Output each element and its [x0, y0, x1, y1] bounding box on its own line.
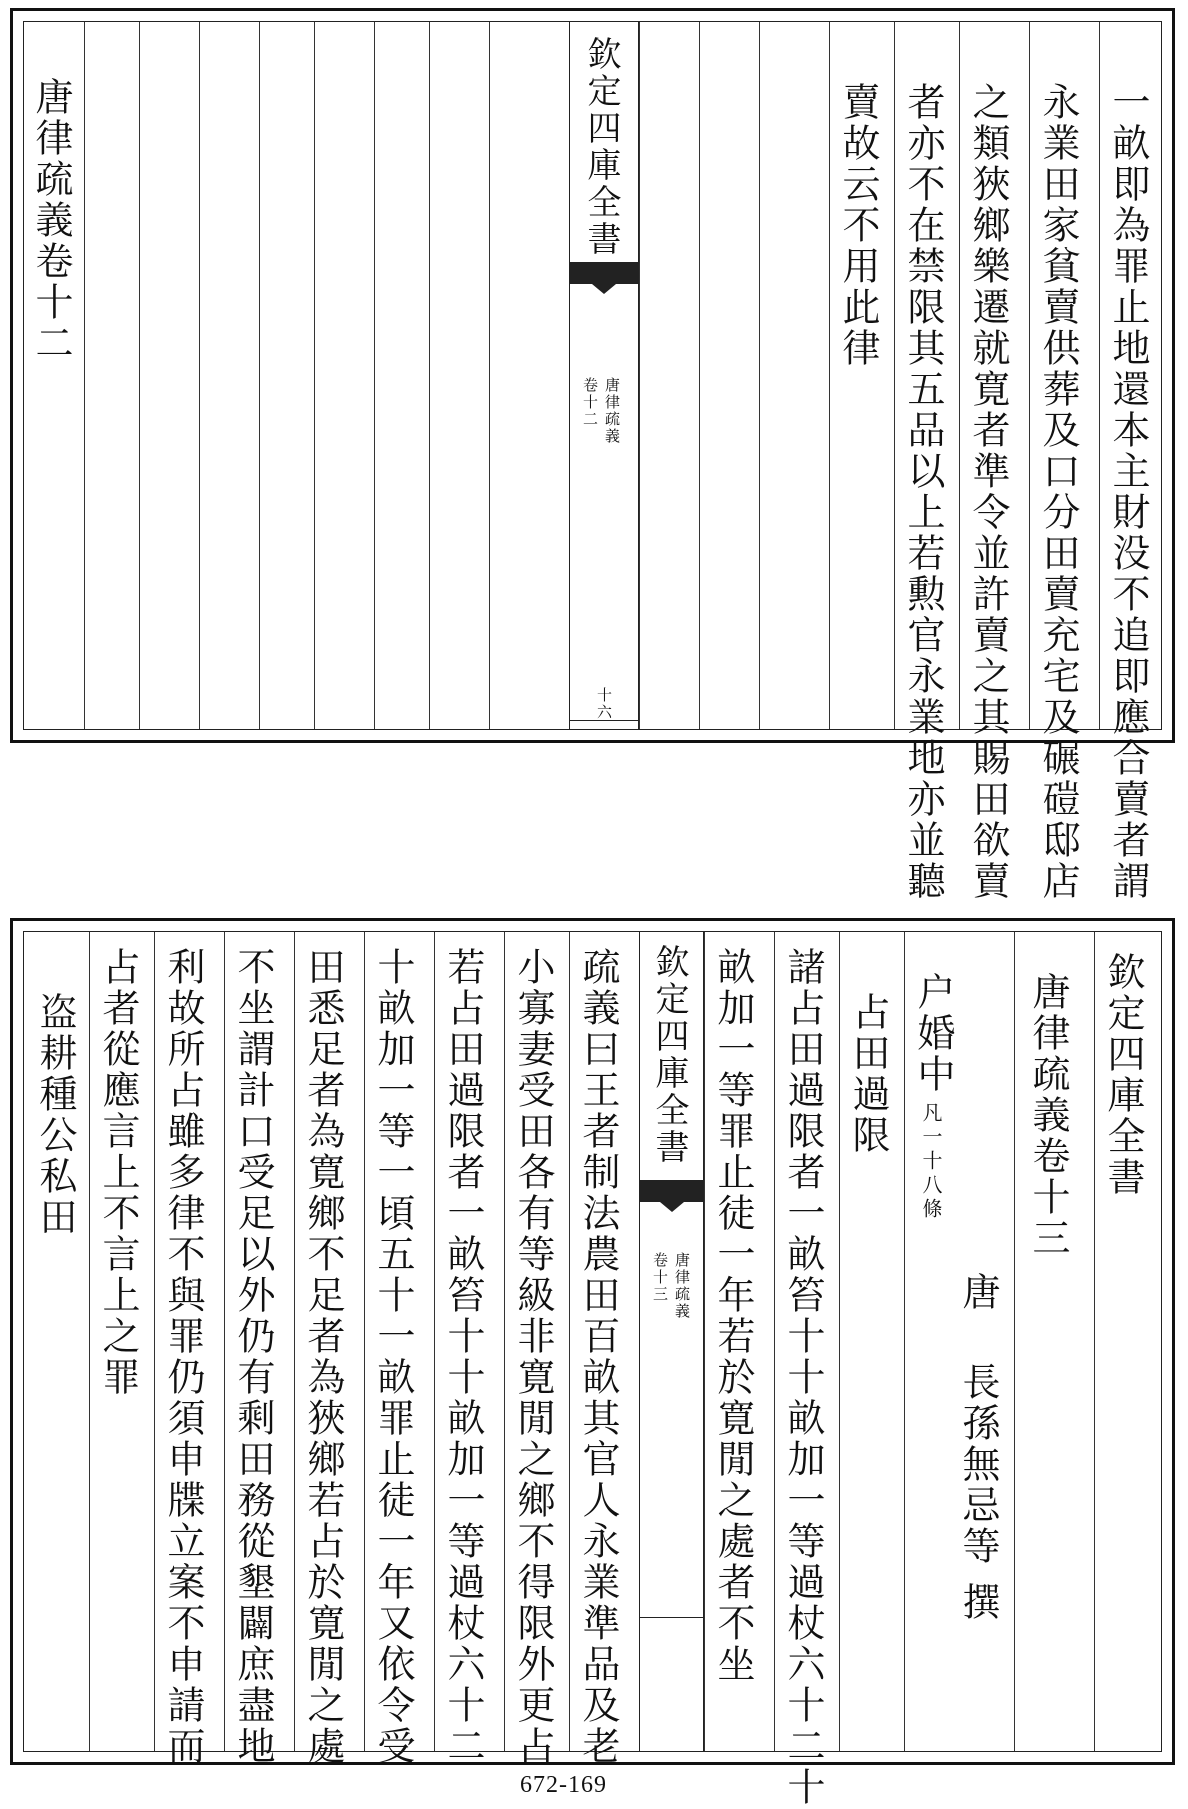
top-page-frame — [23, 21, 1162, 902]
top-text-column-5: 賣故云不用此律 — [836, 82, 880, 369]
bottom-left-column-5: 不坐謂計口受足以外仍有剩田務從墾闢庶盡地 — [231, 947, 275, 1767]
author-name: 長孫無忌等 — [956, 1362, 1000, 1567]
page-number: 672-169 — [520, 1772, 607, 1798]
bottom-left-column-2: 若占田過限者一畝笞十十畝加一等過杖六十二 — [441, 947, 485, 1767]
bottom-center-strip — [639, 932, 704, 1751]
bottom-fishtail-mark — [640, 1180, 703, 1202]
top-center-title: 欽定四庫全書 — [581, 36, 621, 258]
top-fishtail-mark — [570, 262, 638, 284]
bottom-left-column-7: 占者從應言上不言上之罪 — [96, 947, 140, 1398]
top-center-strip — [569, 22, 639, 729]
bottom-left-column-6: 利故所占雖多律不與罪仍須申牒立案不申請而 — [161, 947, 205, 1767]
bottom-center-title: 欽定四庫全書 — [649, 944, 689, 1166]
bottom-center-book: 唐律疏義 — [673, 1252, 691, 1320]
bottom-right-column-1: 諸占田過限者一畝笞十十畝加一等過杖六十二十 — [781, 947, 825, 1808]
bottom-book-title: 唐律疏義卷十三 — [1026, 972, 1070, 1259]
top-text-column-2: 永業田家貧賣供葬及口分田賣充宅及碾磑邸店 — [1036, 82, 1080, 902]
author-dynasty: 唐 — [956, 1272, 1000, 1313]
bottom-left-column-1: 小寡妻受田各有等級非寛閒之鄉不得限外更占 — [511, 947, 555, 1767]
top-text-column-4: 者亦不在禁限其五品以上若勲官永業地亦並聽 — [901, 82, 945, 902]
top-center-volume: 卷十二 — [581, 377, 599, 428]
bottom-center-volume: 卷十三 — [651, 1252, 669, 1303]
bottom-header-title: 欽定四庫全書 — [1101, 952, 1145, 1198]
chapter-title: 户婚中 — [911, 972, 955, 1095]
bottom-left-column-8: 盗耕種公私田 — [33, 992, 77, 1238]
author-role: 撰 — [956, 1582, 1000, 1623]
bottom-left-column-4: 田悉足者為寛鄉不足者為狹鄉若占於寛閒之處 — [301, 947, 345, 1767]
bottom-right-column-3: 疏義曰王者制法農田百畝其官人永業準品及老 — [576, 947, 620, 1767]
top-page — [10, 8, 1175, 902]
top-center-page: 十六 — [595, 687, 613, 721]
top-left-volume-title: 唐律疏義卷十二 — [29, 77, 73, 364]
top-center-book: 唐律疏義 — [603, 377, 621, 445]
chapter-note: 凡一十八條 — [919, 1102, 943, 1222]
top-text-column-3: 之類狹鄉樂遷就寛者準令並許賣之其賜田欲賣 — [966, 82, 1010, 902]
bottom-right-column-2: 畝加一等罪止徒一年若於寛閒之處者不坐 — [711, 947, 755, 1685]
article-title: 占田過限 — [846, 992, 890, 1156]
top-text-column-1: 一畝即為罪止地還本主財没不追即應合賣者謂 — [1106, 82, 1150, 902]
bottom-left-column-3: 十畝加一等一頃五十一畝罪止徒一年又依令受 — [371, 947, 415, 1767]
